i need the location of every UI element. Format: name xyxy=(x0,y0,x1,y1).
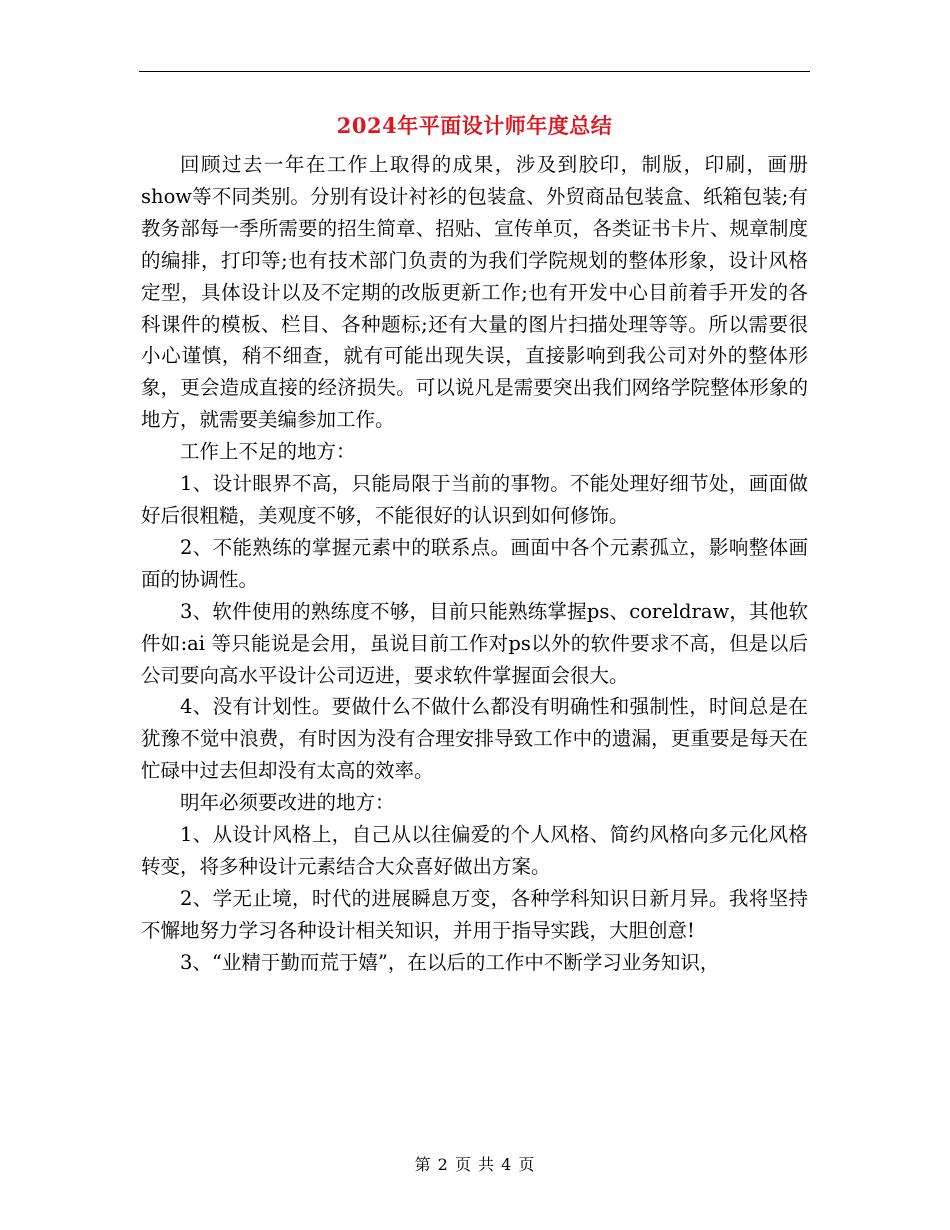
document-body xyxy=(141,149,808,979)
improvement-item-3: 3、“业精于勤而荒于嬉”，在以后的工作中不断学习业务知识， xyxy=(180,950,720,974)
shortcoming-item-2: 2、不能熟练的掌握元素中的联系点。画面中各个元素孤立，影响整体画面的协调性。 xyxy=(141,535,808,591)
improvement-item-1: 1、从设计风格上，自己从以往偏爱的个人风格、简约风格向多元化风格转变，将多种设计元素结合大众喜好做出方案。 xyxy=(141,823,808,878)
document-title: 2024年平面设计师年度总结 xyxy=(336,113,613,138)
section-heading-improvements: 明年必须要改进的地方： xyxy=(180,791,395,815)
improvement-item-2: 2、学无止境，时代的进展瞬息万变，各种学科知识日新月异。我将坚持不懈地努力学习各种设计相关知识，并用于指导实践，大胆创意! xyxy=(141,886,808,942)
header-rule xyxy=(139,71,810,72)
shortcoming-item-1: 1、设计眼界不高，只能局限于当前的事物。不能处理好细节处，画面做好后很粗糙，美观度不够，不能很好的认识到如何修饰。 xyxy=(141,472,808,527)
shortcoming-item-3: 3、软件使用的熟练度不够，目前只能熟练掌握ps、coreldraw，其他软件如:ai 等只能说是会用，虽说目前工作对ps以外的软件要求不高，但是以后公司要向高水平设计公司迈进，要求软件掌握面会很大。 xyxy=(141,599,808,687)
shortcoming-item-4: 4、没有计划性。要做什么不做什么都没有明确性和强制性，时间总是在犹豫不觉中浪费，有时因为没有合理安排导致工作中的遗漏，更重要是每天在忙碌中过去但却没有太高的效率。 xyxy=(141,695,808,783)
section-heading-shortcomings: 工作上不足的地方： xyxy=(180,440,356,464)
page-number: 第 2 页 共 4 页 xyxy=(414,1155,536,1174)
paragraph-intro: 回顾过去一年在工作上取得的成果，涉及到胶印，制版，印刷，画册show等不同类别。分别有设计衬衫的包装盒、外贸商品包装盒、纸箱包装;有教务部每一季所需要的招生简章、招贴、宣传单页，各类证书卡片、规章制度的编排，打印等;也有技术部门负责的为我们学院规划的整体形象，设计风格定型，具体设计以及不定期的改版更新工作;也有开发中心目前着手开发的各科课件的模板、栏目、各种题标;还有大量的图片扫描处理等等。所以需要很小心谨慎，稍不细查，就有可能出现失误，直接影响到我公司对外的整体形象，更会造成直接的经济损失。可以说凡是需要突出我们网络学院整体形象的地方，就需要美编参加工作。 xyxy=(141,153,808,432)
